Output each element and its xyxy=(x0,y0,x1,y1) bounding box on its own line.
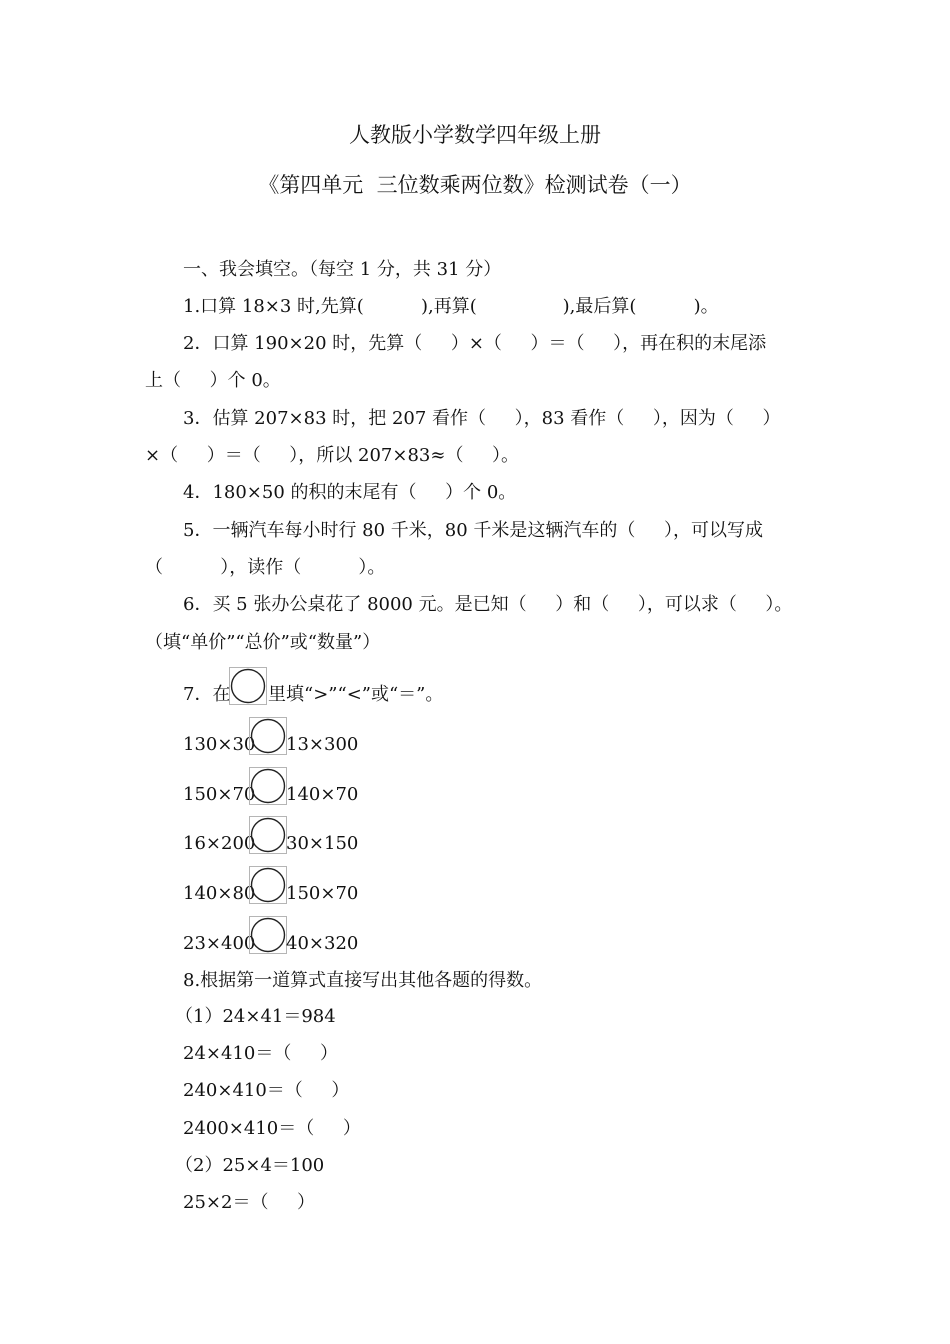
question-7-suffix: 里填“>”“<”或“＝”。 xyxy=(268,684,444,705)
compare-right: 30×150 xyxy=(286,833,359,854)
question-8-line: 240×410＝（ ） xyxy=(183,1080,350,1101)
question-5-line-2: （ ），读作（ ）。 xyxy=(145,557,386,578)
question-6-line-2: （填“单价”“总价”或“数量”） xyxy=(145,632,381,653)
question-8-line: （2）25×4＝100 xyxy=(175,1155,325,1176)
compare-circle-icon[interactable] xyxy=(249,916,287,954)
question-5-line-1: 5．一辆汽车每小时行 80 千米，80 千米是这辆汽车的（ ），可以写成 xyxy=(183,520,764,541)
compare-row xyxy=(183,725,483,765)
compare-circle-icon[interactable] xyxy=(249,816,287,854)
question-8-line: 24×410＝（ ） xyxy=(183,1043,338,1064)
compare-left: 150×70 xyxy=(183,784,256,805)
compare-row xyxy=(183,775,483,815)
question-8-line: 2400×410＝（ ） xyxy=(183,1118,361,1139)
compare-row xyxy=(183,874,483,914)
compare-circle-icon[interactable] xyxy=(249,866,287,904)
compare-circle-icon[interactable] xyxy=(249,717,287,755)
compare-right: 13×300 xyxy=(286,734,359,755)
question-2-line-1: 2．口算 190×20 时，先算（ ）×（ ）＝（ ），再在积的末尾添 xyxy=(183,333,767,354)
compare-circle-icon[interactable] xyxy=(249,767,287,805)
compare-left: 16×200 xyxy=(183,833,256,854)
question-3-line-1: 3．估算 207×83 时，把 207 看作（ ），83 看作（ ），因为（ ） xyxy=(183,408,781,429)
question-7-prefix: 7．在 xyxy=(183,684,231,705)
compare-left: 23×400 xyxy=(183,933,256,954)
compare-left: 130×30 xyxy=(183,734,256,755)
compare-circle-icon xyxy=(229,667,267,705)
page-title: 人教版小学数学四年级上册 xyxy=(349,123,601,147)
compare-right: 40×320 xyxy=(286,933,359,954)
question-8-line: 25×2＝（ ） xyxy=(183,1192,316,1213)
question-8-line: （1）24×41＝984 xyxy=(175,1006,336,1027)
question-4: 4．180×50 的积的末尾有（ ）个 0。 xyxy=(183,482,517,503)
question-8-heading: 8.根据第一道算式直接写出其他各题的得数。 xyxy=(183,970,543,991)
compare-row xyxy=(183,824,483,864)
question-3-line-2: ×（ ）＝（ ），所以 207×83≈（ ）。 xyxy=(145,445,520,466)
compare-row xyxy=(183,924,483,964)
question-1: 1.口算 18×3 时,先算( ),再算( ),最后算( )。 xyxy=(183,296,719,317)
question-2-line-2: 上（ ）个 0。 xyxy=(145,370,281,391)
compare-left: 140×80 xyxy=(183,883,256,904)
compare-right: 140×70 xyxy=(286,784,359,805)
page-subtitle: 《第四单元 三位数乘两位数》检测试卷（一） xyxy=(258,173,692,197)
question-6-line-1: 6．买 5 张办公桌花了 8000 元。是已知（ ）和（ ），可以求（ ）。 xyxy=(183,594,793,615)
section-heading: 一、我会填空。（每空 1 分，共 31 分） xyxy=(183,259,502,280)
compare-right: 150×70 xyxy=(286,883,359,904)
